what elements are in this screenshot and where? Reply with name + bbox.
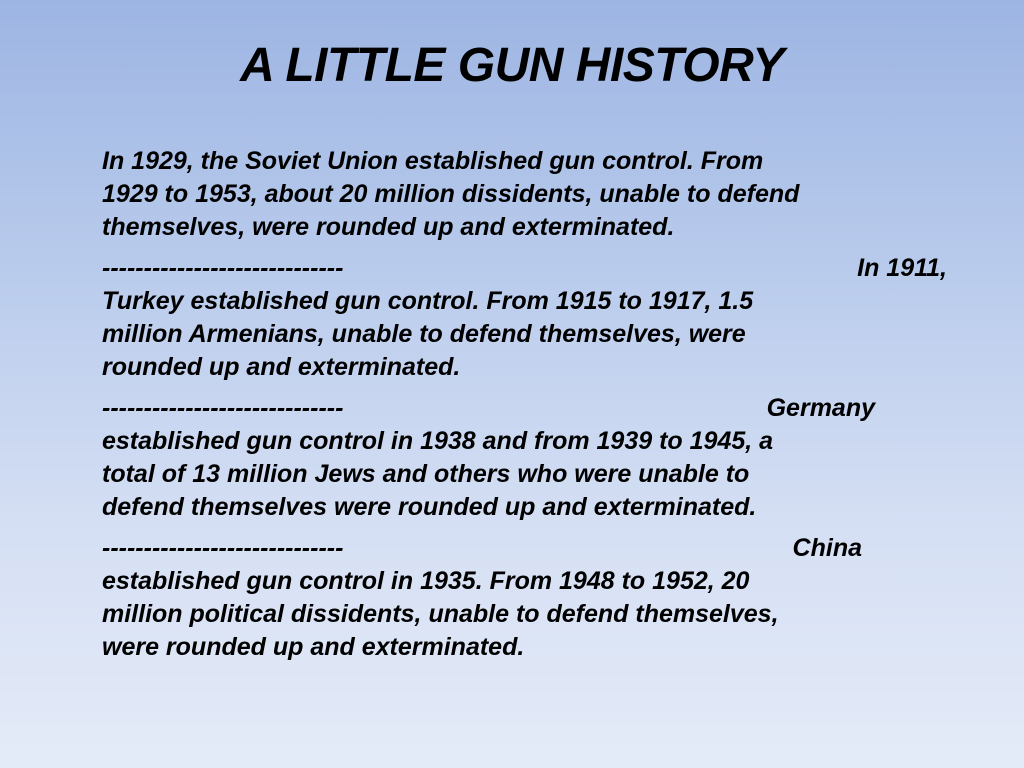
lead-text: China [792,534,862,562]
text-line: established gun control in 1935. From 1948 to 1952, 20 [102,567,750,595]
text-line: rounded up and exterminated. [102,353,461,381]
separator-line [102,252,947,285]
text-line: were rounded up and exterminated. [102,633,525,661]
lead-text: Germany [766,394,875,422]
paragraph-turkey [102,252,947,384]
lead-text: In 1911, [857,254,947,282]
slide-title: A LITTLE GUN HISTORY [240,39,784,92]
text-line: In 1929, the Soviet Union established gun control. From [102,147,764,175]
text-line: established gun control in 1938 and from 1939 to 1945, a [102,427,774,455]
text-line: 1929 to 1953, about 20 million dissidents, unable to defend [102,180,800,208]
paragraph-soviet-union [102,145,947,244]
paragraph-germany [102,392,947,524]
separator-line [102,532,947,565]
separator-line [102,392,947,425]
text-line: themselves, were rounded up and exterminated. [102,213,675,241]
slide-body [102,145,947,672]
paragraph-china [102,532,947,664]
text-line: million Armenians, unable to defend themselves, were [102,320,746,348]
text-line: million political dissidents, unable to defend themselves, [102,600,779,628]
text-line: defend themselves were rounded up and exterminated. [102,493,757,521]
dash-separator: ----------------------------- [102,534,344,562]
dash-separator: ----------------------------- [102,254,344,282]
dash-separator: ----------------------------- [102,394,344,422]
text-line: total of 13 million Jews and others who were unable to [102,460,750,488]
text-line: Turkey established gun control. From 1915 to 1917, 1.5 [102,287,754,315]
